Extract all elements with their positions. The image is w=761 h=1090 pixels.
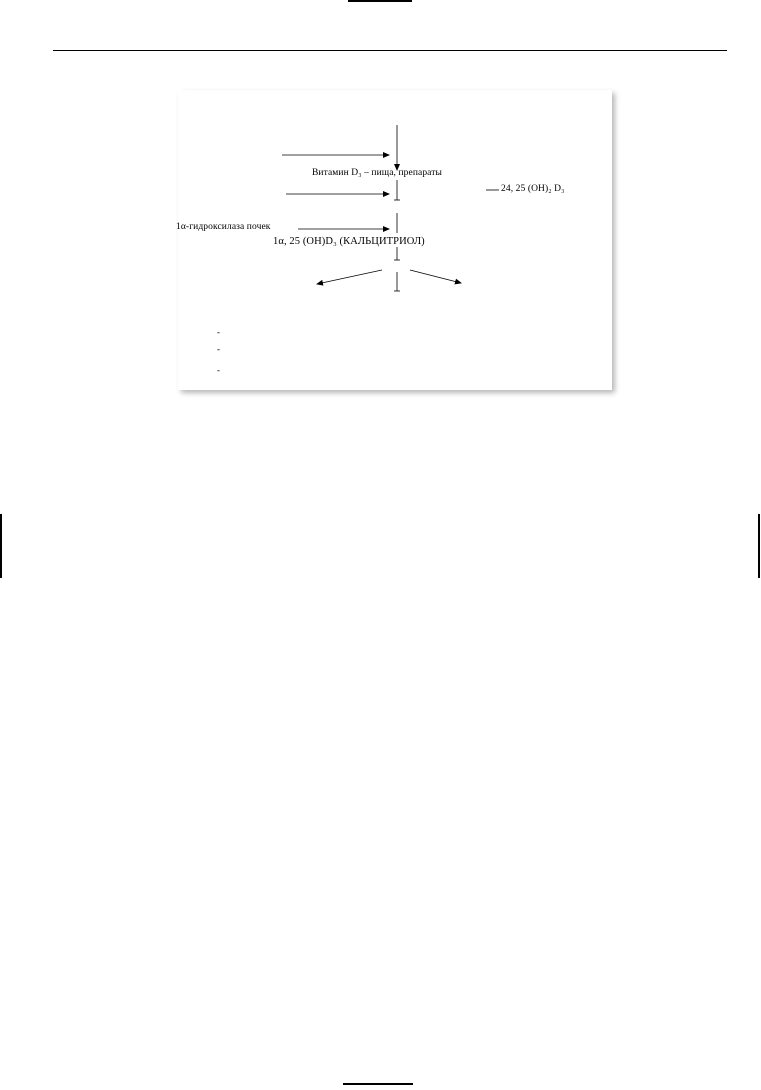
calcitriol-label: 1α, 25 (ОН)D₃ (КАЛЬЦИТРИОЛ) (273, 236, 425, 247)
crop-mark-right (758, 514, 760, 578)
crop-mark-bottom (343, 1083, 413, 1085)
hydroxylase-label: 1α-гидроксилаза почек (176, 222, 271, 232)
crop-mark-left (0, 514, 2, 578)
output-arrow-right (410, 270, 461, 283)
list-marker: - (217, 365, 220, 375)
vitamin-d3-label: Витамин D₃ – пища, препараты (312, 168, 442, 178)
crop-mark-top (348, 0, 412, 2)
list-marker: - (217, 344, 220, 354)
header-rule (53, 50, 727, 51)
list-marker: - (217, 327, 220, 337)
output-arrow-left (317, 270, 382, 284)
vitamin-d-metabolism-figure (178, 90, 612, 390)
metabolite-24-25-label: 24, 25 (ОН)₂ D₃ (501, 184, 565, 194)
